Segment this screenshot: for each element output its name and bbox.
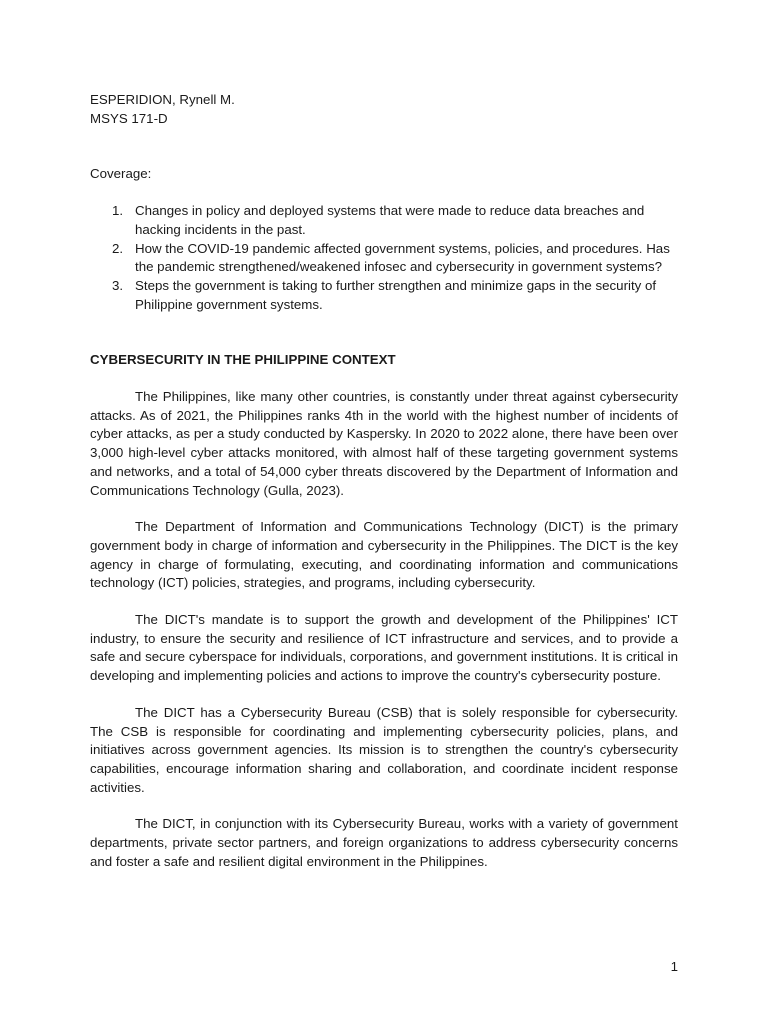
coverage-item-text: How the COVID-19 pandemic affected government systems, policies, and procedures. Has the pandemic strengthened/weakened infosec and cybersecurity in government systems?	[135, 240, 670, 275]
body-paragraph: The DICT has a Cybersecurity Bureau (CSB) that is solely responsible for cybersecurity. The CSB is responsible for coordinating and implementing cybersecurity policies, plans, and initiatives across government agencies. Its mission is to strengthen the country's cybersecurity capabilities, encourage information sharing and collaboration, and coordinate incident response activities.	[90, 704, 678, 795]
body-paragraph: The Philippines, like many other countries, is constantly under threat against cybersecurity attacks. As of 2021, the Philippines ranks 4th in the world with the highest number of incidents of cyber attacks, as per a study conducted by Kaspersky. In 2020 to 2022 alone, there have been over 3,000 high-level cyber attacks monitored, with almost half of these targeting government systems and networks, and a total of 54,000 cyber threats discovered by the Department of Information and Communications Technology (Gulla, 2023).	[90, 389, 678, 498]
document-body	[90, 91, 678, 872]
coverage-item-text: Steps the government is taking to further strengthen and minimize gaps in the security of Philippine government systems.	[135, 277, 657, 312]
coverage-item	[90, 202, 678, 239]
coverage-label: Coverage:	[90, 166, 152, 182]
body-paragraph: The DICT's mandate is to support the growth and development of the Philippines' ICT industry, to ensure the security and resilience of ICT infrastructure and services, and to provide a safe and secure cyberspace for individuals, corporations, and government institutions. It is critical in developing and implementing policies and actions to improve the country's cybersecurity posture.	[90, 612, 678, 684]
coverage-item-number: 2.	[112, 240, 124, 256]
course-code: MSYS 171-D	[90, 110, 168, 126]
coverage-item-text: Changes in policy and deployed systems that were made to reduce data breaches and hacking incidents in the past.	[135, 203, 645, 237]
body-paragraph: The DICT, in conjunction with its Cybersecurity Bureau, works with a variety of government departments, private sector partners, and foreign organizations to address cybersecurity concerns and foster a safe and resilient digital environment in the Philippines.	[90, 816, 678, 869]
coverage-item	[90, 240, 678, 277]
coverage-item-number: 3.	[112, 277, 124, 293]
page-number: 1	[670, 959, 678, 974]
section-heading: CYBERSECURITY IN THE PHILIPPINE CONTEXT	[90, 352, 396, 368]
coverage-item	[90, 277, 678, 314]
coverage-item-number: 1.	[112, 203, 124, 219]
body-paragraph: The Department of Information and Communications Technology (DICT) is the primary government body in charge of information and cybersecurity in the Philippines. The DICT is the key agency in charge of formulating, executing, and coordinating information and communications technology (ICT) policies, strategies, and programs, including cybersecurity.	[90, 519, 678, 591]
author-name: ESPERIDION, Rynell M.	[90, 92, 235, 107]
coverage-list	[90, 202, 678, 314]
